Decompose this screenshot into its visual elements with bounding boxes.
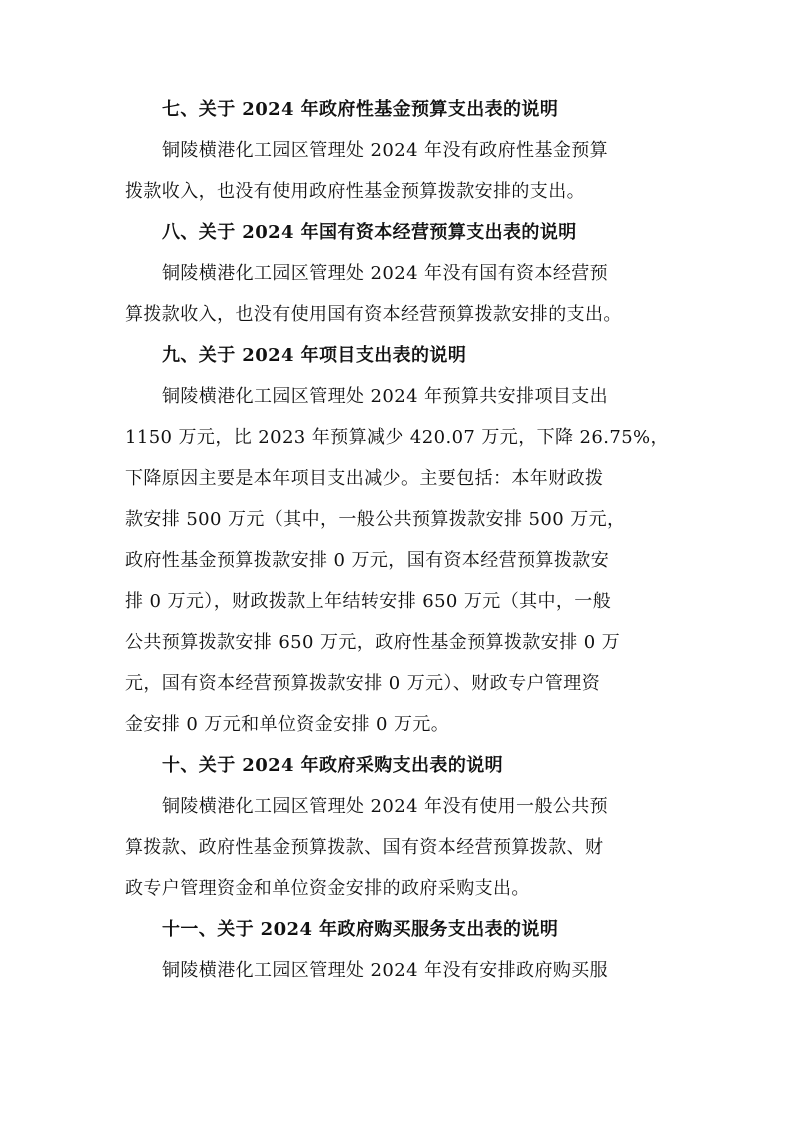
paragraph-line: 算拨款收入，也没有使用国有资本经营预算拨款安排的支出。	[125, 304, 622, 325]
paragraph-line: 铜陵横港化工园区管理处 2024 年没有政府性基金预算	[162, 140, 609, 161]
paragraph-line: 铜陵横港化工园区管理处 2024 年没有国有资本经营预	[162, 263, 609, 284]
paragraph-line: 1150 万元，比 2023 年预算减少 420.07 万元，下降 26.75%，	[125, 427, 669, 448]
section-heading-8: 八、关于 2024 年国有资本经营预算支出表的说明	[162, 222, 577, 243]
paragraph-line: 款安排 500 万元（其中，一般公共预算拨款安排 500 万元，	[125, 509, 626, 530]
section-heading-7: 七、关于 2024 年政府性基金预算支出表的说明	[162, 99, 559, 120]
paragraph-line: 排 0 万元），财政拨款上年结转安排 650 万元（其中，一般	[125, 591, 612, 612]
paragraph-line: 下降原因主要是本年项目支出减少。主要包括：本年财政拨	[125, 468, 604, 489]
paragraph-line: 拨款收入，也没有使用政府性基金预算拨款安排的支出。	[125, 181, 585, 202]
paragraph-line: 金安排 0 万元和单位资金安排 0 万元。	[125, 714, 450, 735]
paragraph-line: 铜陵横港化工园区管理处 2024 年没有使用一般公共预	[162, 796, 609, 817]
section-heading-10: 十、关于 2024 年政府采购支出表的说明	[162, 755, 504, 776]
paragraph-line: 政专户管理资金和单位资金安排的政府采购支出。	[125, 878, 530, 899]
paragraph-line: 铜陵横港化工园区管理处 2024 年预算共安排项目支出	[162, 386, 609, 407]
paragraph-line: 政府性基金预算拨款安排 0 万元，国有资本经营预算拨款安	[125, 550, 610, 571]
document-body	[125, 98, 685, 1000]
paragraph-line: 公共预算拨款安排 650 万元，政府性基金预算拨款安排 0 万	[125, 632, 621, 653]
paragraph-line: 铜陵横港化工园区管理处 2024 年没有安排政府购买服	[162, 960, 609, 981]
section-heading-11: 十一、关于 2024 年政府购买服务支出表的说明	[162, 919, 559, 940]
section-heading-9: 九、关于 2024 年项目支出表的说明	[162, 345, 467, 366]
paragraph-line: 元，国有资本经营预算拨款安排 0 万元）、财政专户管理资	[125, 673, 601, 694]
paragraph-line: 算拨款、政府性基金预算拨款、国有资本经营预算拨款、财	[125, 837, 604, 858]
